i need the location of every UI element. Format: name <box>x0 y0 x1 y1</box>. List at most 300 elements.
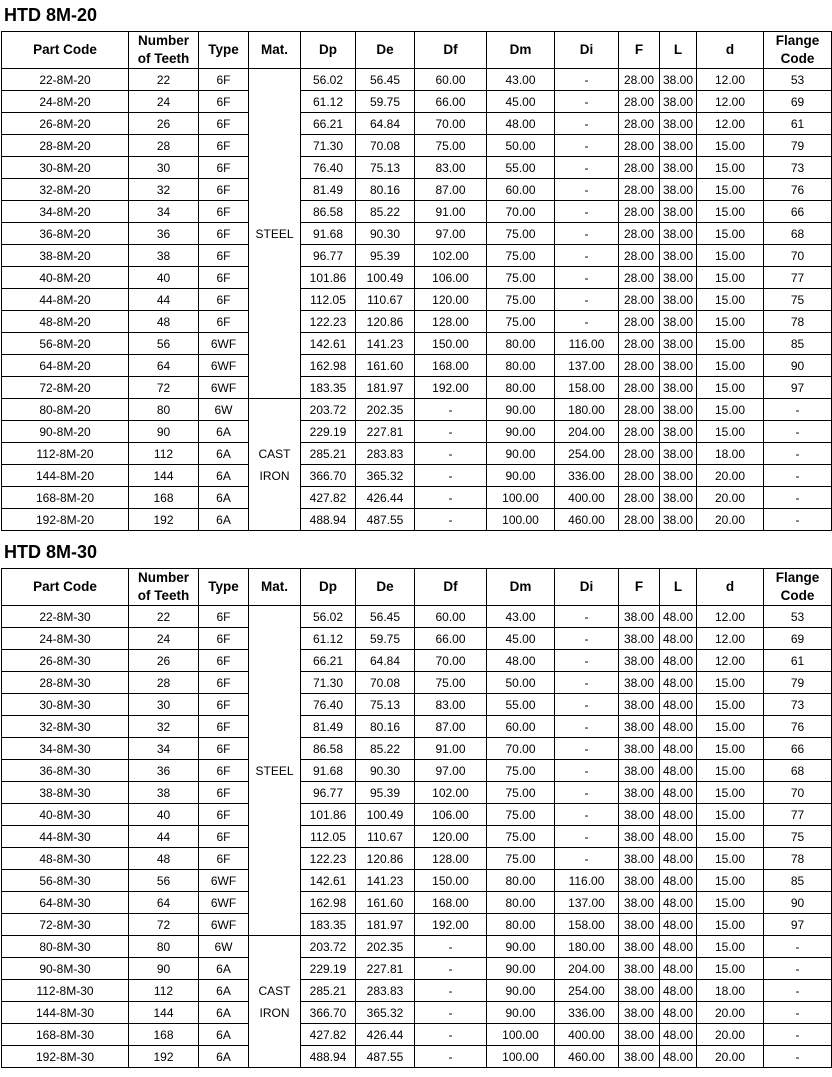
col-header-dm: Dm <box>487 569 555 606</box>
cell-di: 254.00 <box>555 980 619 1002</box>
cell-df: 150.00 <box>415 333 487 355</box>
cell-teeth: 22 <box>129 606 199 628</box>
cell-type: 6WF <box>199 377 249 399</box>
cell-di: - <box>555 267 619 289</box>
cell-teeth: 30 <box>129 694 199 716</box>
cell-d: 15.00 <box>697 333 764 355</box>
cell-de: 227.81 <box>356 421 415 443</box>
cell-part-code: 56-8M-20 <box>2 333 129 355</box>
cell-part-code: 38-8M-30 <box>2 782 129 804</box>
cell-material-cast-iron: CAST IRON <box>249 936 301 1068</box>
cell-l: 48.00 <box>660 1046 697 1068</box>
cell-dm: 48.00 <box>487 113 555 135</box>
cell-d: 15.00 <box>697 672 764 694</box>
cell-teeth: 56 <box>129 870 199 892</box>
cell-type: 6F <box>199 738 249 760</box>
cell-teeth: 168 <box>129 487 199 509</box>
cell-dm: 80.00 <box>487 333 555 355</box>
cell-de: 56.45 <box>356 69 415 91</box>
cell-dm: 100.00 <box>487 1046 555 1068</box>
cell-flange-code: 78 <box>764 848 832 870</box>
cell-dp: 76.40 <box>301 694 356 716</box>
cell-part-code: 30-8M-20 <box>2 157 129 179</box>
cell-de: 487.55 <box>356 1046 415 1068</box>
cell-type: 6WF <box>199 914 249 936</box>
section-title: HTD 8M-30 <box>4 542 98 562</box>
cell-de: 110.67 <box>356 826 415 848</box>
col-header-f: F <box>619 32 660 69</box>
cell-dp: 61.12 <box>301 91 356 113</box>
cell-type: 6F <box>199 245 249 267</box>
cell-dm: 75.00 <box>487 267 555 289</box>
cell-f: 28.00 <box>619 157 660 179</box>
cell-f: 38.00 <box>619 1046 660 1068</box>
table-row <box>2 509 832 531</box>
cell-teeth: 28 <box>129 135 199 157</box>
table-row <box>2 628 832 650</box>
table-row <box>2 804 832 826</box>
cell-type: 6F <box>199 223 249 245</box>
cell-f: 28.00 <box>619 289 660 311</box>
cell-df: - <box>415 421 487 443</box>
cell-teeth: 48 <box>129 848 199 870</box>
cell-teeth: 64 <box>129 355 199 377</box>
cell-flange-code: 79 <box>764 672 832 694</box>
cell-di: - <box>555 672 619 694</box>
cell-teeth: 144 <box>129 465 199 487</box>
cell-de: 426.44 <box>356 1024 415 1046</box>
table-row <box>2 1024 832 1046</box>
cell-flange-code: 53 <box>764 69 832 91</box>
cell-part-code: 144-8M-30 <box>2 1002 129 1024</box>
cell-teeth: 80 <box>129 936 199 958</box>
cell-dp: 76.40 <box>301 157 356 179</box>
cell-de: 426.44 <box>356 487 415 509</box>
cell-di: 460.00 <box>555 509 619 531</box>
cell-f: 38.00 <box>619 914 660 936</box>
cell-dm: 55.00 <box>487 157 555 179</box>
cell-df: 128.00 <box>415 848 487 870</box>
cell-f: 28.00 <box>619 487 660 509</box>
cell-f: 38.00 <box>619 738 660 760</box>
cell-d: 20.00 <box>697 1046 764 1068</box>
cell-de: 80.16 <box>356 179 415 201</box>
cell-df: 192.00 <box>415 377 487 399</box>
cell-part-code: 28-8M-20 <box>2 135 129 157</box>
table-row <box>2 465 832 487</box>
cell-dp: 162.98 <box>301 355 356 377</box>
cell-teeth: 40 <box>129 267 199 289</box>
cell-flange-code: 76 <box>764 716 832 738</box>
cell-flange-code: 79 <box>764 135 832 157</box>
cell-df: - <box>415 509 487 531</box>
cell-d: 15.00 <box>697 892 764 914</box>
cell-dm: 80.00 <box>487 870 555 892</box>
cell-f: 28.00 <box>619 399 660 421</box>
cell-df: 120.00 <box>415 826 487 848</box>
cell-material-steel: STEEL <box>249 69 301 399</box>
cell-f: 38.00 <box>619 892 660 914</box>
cell-type: 6A <box>199 1046 249 1068</box>
cell-l: 48.00 <box>660 694 697 716</box>
cell-flange-code: 68 <box>764 223 832 245</box>
table-row <box>2 716 832 738</box>
cell-dm: 90.00 <box>487 421 555 443</box>
cell-dp: 66.21 <box>301 650 356 672</box>
cell-dp: 81.49 <box>301 716 356 738</box>
table-row <box>2 606 832 628</box>
table-row <box>2 936 832 958</box>
cell-dp: 366.70 <box>301 465 356 487</box>
cell-de: 100.49 <box>356 267 415 289</box>
cell-dm: 60.00 <box>487 716 555 738</box>
cell-type: 6F <box>199 804 249 826</box>
cell-de: 64.84 <box>356 113 415 135</box>
cell-di: 180.00 <box>555 936 619 958</box>
cell-l: 38.00 <box>660 289 697 311</box>
col-header-di: Di <box>555 569 619 606</box>
spec-table <box>1 568 832 1068</box>
cell-dp: 488.94 <box>301 1046 356 1068</box>
cell-dp: 112.05 <box>301 826 356 848</box>
cell-dp: 285.21 <box>301 980 356 1002</box>
col-header-dm: Dm <box>487 32 555 69</box>
spec-table <box>1 31 832 531</box>
table-row <box>2 113 832 135</box>
cell-de: 120.86 <box>356 311 415 333</box>
cell-f: 38.00 <box>619 958 660 980</box>
cell-flange-code: 69 <box>764 91 832 113</box>
table-row <box>2 91 832 113</box>
cell-di: 158.00 <box>555 914 619 936</box>
cell-de: 85.22 <box>356 201 415 223</box>
cell-di: - <box>555 628 619 650</box>
cell-material-steel: STEEL <box>249 606 301 936</box>
cell-df: 75.00 <box>415 672 487 694</box>
cell-f: 28.00 <box>619 201 660 223</box>
cell-dp: 96.77 <box>301 782 356 804</box>
cell-dp: 142.61 <box>301 333 356 355</box>
cell-dp: 142.61 <box>301 870 356 892</box>
cell-de: 75.13 <box>356 694 415 716</box>
col-header-f: F <box>619 569 660 606</box>
header-row <box>2 569 832 606</box>
cell-f: 38.00 <box>619 826 660 848</box>
cell-type: 6F <box>199 848 249 870</box>
table-row <box>2 333 832 355</box>
cell-teeth: 168 <box>129 1024 199 1046</box>
col-header-d: d <box>697 569 764 606</box>
cell-di: 158.00 <box>555 377 619 399</box>
cell-l: 48.00 <box>660 782 697 804</box>
cell-dp: 285.21 <box>301 443 356 465</box>
cell-type: 6A <box>199 1024 249 1046</box>
cell-df: - <box>415 487 487 509</box>
table-row <box>2 355 832 377</box>
cell-di: 400.00 <box>555 1024 619 1046</box>
cell-part-code: 26-8M-30 <box>2 650 129 672</box>
cell-part-code: 56-8M-30 <box>2 870 129 892</box>
cell-flange-code: 66 <box>764 738 832 760</box>
cell-part-code: 44-8M-30 <box>2 826 129 848</box>
cell-teeth: 72 <box>129 377 199 399</box>
cell-part-code: 30-8M-30 <box>2 694 129 716</box>
cell-di: - <box>555 848 619 870</box>
cell-teeth: 144 <box>129 1002 199 1024</box>
cell-di: - <box>555 113 619 135</box>
cell-di: 116.00 <box>555 333 619 355</box>
cell-teeth: 44 <box>129 289 199 311</box>
cell-di: - <box>555 245 619 267</box>
cell-part-code: 48-8M-30 <box>2 848 129 870</box>
cell-l: 48.00 <box>660 892 697 914</box>
cell-dp: 488.94 <box>301 509 356 531</box>
cell-flange-code: 70 <box>764 245 832 267</box>
cell-d: 15.00 <box>697 914 764 936</box>
cell-flange-code: 90 <box>764 892 832 914</box>
cell-de: 141.23 <box>356 870 415 892</box>
cell-part-code: 36-8M-20 <box>2 223 129 245</box>
cell-di: 116.00 <box>555 870 619 892</box>
cell-l: 38.00 <box>660 267 697 289</box>
cell-f: 38.00 <box>619 804 660 826</box>
cell-flange-code: - <box>764 399 832 421</box>
cell-df: 66.00 <box>415 628 487 650</box>
cell-dm: 75.00 <box>487 245 555 267</box>
cell-di: - <box>555 760 619 782</box>
cell-part-code: 90-8M-30 <box>2 958 129 980</box>
cell-l: 38.00 <box>660 399 697 421</box>
col-header-material: Mat. <box>249 569 301 606</box>
cell-flange-code: 61 <box>764 650 832 672</box>
cell-dp: 203.72 <box>301 399 356 421</box>
cell-df: 106.00 <box>415 267 487 289</box>
table-row <box>2 69 832 91</box>
cell-di: - <box>555 826 619 848</box>
table-row <box>2 421 832 443</box>
cell-d: 15.00 <box>697 958 764 980</box>
cell-teeth: 26 <box>129 113 199 135</box>
cell-d: 12.00 <box>697 628 764 650</box>
cell-part-code: 48-8M-20 <box>2 311 129 333</box>
cell-d: 12.00 <box>697 69 764 91</box>
cell-df: 150.00 <box>415 870 487 892</box>
cell-d: 15.00 <box>697 826 764 848</box>
cell-f: 28.00 <box>619 421 660 443</box>
cell-df: 75.00 <box>415 135 487 157</box>
cell-type: 6F <box>199 69 249 91</box>
cell-dm: 50.00 <box>487 672 555 694</box>
cell-f: 28.00 <box>619 113 660 135</box>
table-row <box>2 958 832 980</box>
cell-di: - <box>555 201 619 223</box>
cell-l: 38.00 <box>660 157 697 179</box>
cell-de: 59.75 <box>356 628 415 650</box>
cell-l: 38.00 <box>660 311 697 333</box>
cell-teeth: 48 <box>129 311 199 333</box>
table-row <box>2 377 832 399</box>
cell-dp: 427.82 <box>301 487 356 509</box>
cell-d: 15.00 <box>697 245 764 267</box>
cell-f: 28.00 <box>619 69 660 91</box>
cell-dm: 80.00 <box>487 355 555 377</box>
cell-f: 38.00 <box>619 1024 660 1046</box>
cell-dm: 70.00 <box>487 738 555 760</box>
cell-de: 202.35 <box>356 936 415 958</box>
cell-d: 20.00 <box>697 509 764 531</box>
cell-teeth: 36 <box>129 223 199 245</box>
cell-d: 12.00 <box>697 650 764 672</box>
cell-de: 95.39 <box>356 782 415 804</box>
cell-teeth: 112 <box>129 980 199 1002</box>
cell-dm: 90.00 <box>487 465 555 487</box>
cell-dp: 183.35 <box>301 914 356 936</box>
cell-part-code: 112-8M-30 <box>2 980 129 1002</box>
cell-l: 48.00 <box>660 870 697 892</box>
section-title: HTD 8M-20 <box>4 5 98 25</box>
cell-di: - <box>555 782 619 804</box>
cell-teeth: 44 <box>129 826 199 848</box>
cell-l: 48.00 <box>660 914 697 936</box>
cell-flange-code: 66 <box>764 201 832 223</box>
cell-di: 460.00 <box>555 1046 619 1068</box>
cell-d: 15.00 <box>697 157 764 179</box>
cell-d: 15.00 <box>697 399 764 421</box>
cell-dm: 50.00 <box>487 135 555 157</box>
cell-de: 283.83 <box>356 443 415 465</box>
cell-de: 85.22 <box>356 738 415 760</box>
cell-l: 38.00 <box>660 509 697 531</box>
cell-teeth: 36 <box>129 760 199 782</box>
cell-teeth: 40 <box>129 804 199 826</box>
cell-d: 20.00 <box>697 465 764 487</box>
cell-type: 6WF <box>199 892 249 914</box>
cell-f: 28.00 <box>619 91 660 113</box>
cell-dm: 75.00 <box>487 782 555 804</box>
cell-f: 38.00 <box>619 760 660 782</box>
cell-flange-code: 97 <box>764 914 832 936</box>
cell-teeth: 80 <box>129 399 199 421</box>
cell-df: 60.00 <box>415 606 487 628</box>
cell-flange-code: - <box>764 465 832 487</box>
cell-di: 204.00 <box>555 421 619 443</box>
cell-type: 6F <box>199 760 249 782</box>
cell-flange-code: 75 <box>764 289 832 311</box>
cell-teeth: 26 <box>129 650 199 672</box>
cell-l: 38.00 <box>660 245 697 267</box>
cell-dp: 203.72 <box>301 936 356 958</box>
table-row <box>2 892 832 914</box>
cell-type: 6W <box>199 399 249 421</box>
cell-part-code: 40-8M-30 <box>2 804 129 826</box>
cell-di: - <box>555 716 619 738</box>
cell-type: 6A <box>199 465 249 487</box>
cell-l: 38.00 <box>660 421 697 443</box>
cell-dm: 80.00 <box>487 892 555 914</box>
cell-part-code: 32-8M-30 <box>2 716 129 738</box>
table-row <box>2 245 832 267</box>
cell-d: 15.00 <box>697 223 764 245</box>
cell-flange-code: 77 <box>764 804 832 826</box>
cell-type: 6F <box>199 289 249 311</box>
cell-part-code: 168-8M-30 <box>2 1024 129 1046</box>
cell-dp: 427.82 <box>301 1024 356 1046</box>
cell-dm: 90.00 <box>487 443 555 465</box>
cell-l: 48.00 <box>660 1024 697 1046</box>
cell-dm: 43.00 <box>487 69 555 91</box>
cell-de: 70.08 <box>356 135 415 157</box>
cell-f: 28.00 <box>619 223 660 245</box>
cell-part-code: 168-8M-20 <box>2 487 129 509</box>
cell-l: 38.00 <box>660 201 697 223</box>
cell-l: 48.00 <box>660 826 697 848</box>
cell-type: 6A <box>199 443 249 465</box>
cell-dp: 183.35 <box>301 377 356 399</box>
cell-di: 336.00 <box>555 1002 619 1024</box>
cell-f: 28.00 <box>619 333 660 355</box>
cell-dm: 70.00 <box>487 201 555 223</box>
col-header-part-code: Part Code <box>2 32 129 69</box>
cell-d: 15.00 <box>697 267 764 289</box>
cell-part-code: 72-8M-20 <box>2 377 129 399</box>
cell-dm: 90.00 <box>487 980 555 1002</box>
cell-dp: 229.19 <box>301 958 356 980</box>
cell-type: 6F <box>199 826 249 848</box>
cell-dm: 75.00 <box>487 760 555 782</box>
cell-df: 192.00 <box>415 914 487 936</box>
table-row <box>2 289 832 311</box>
table-row <box>2 157 832 179</box>
cell-d: 15.00 <box>697 738 764 760</box>
cell-material-cast-iron: CAST IRON <box>249 399 301 531</box>
cell-de: 110.67 <box>356 289 415 311</box>
cell-dm: 75.00 <box>487 804 555 826</box>
cell-df: - <box>415 958 487 980</box>
cell-dm: 90.00 <box>487 399 555 421</box>
cell-part-code: 80-8M-20 <box>2 399 129 421</box>
cell-l: 38.00 <box>660 91 697 113</box>
cell-part-code: 28-8M-30 <box>2 672 129 694</box>
cell-dp: 91.68 <box>301 223 356 245</box>
cell-l: 48.00 <box>660 980 697 1002</box>
col-header-l: L <box>660 569 697 606</box>
section-htd-8m-20 <box>0 0 832 531</box>
cell-dm: 75.00 <box>487 826 555 848</box>
col-header-de: De <box>356 32 415 69</box>
cell-f: 28.00 <box>619 443 660 465</box>
cell-f: 28.00 <box>619 355 660 377</box>
cell-flange-code: 69 <box>764 628 832 650</box>
cell-teeth: 30 <box>129 157 199 179</box>
cell-d: 15.00 <box>697 760 764 782</box>
table-row <box>2 311 832 333</box>
table-row <box>2 179 832 201</box>
cell-d: 15.00 <box>697 782 764 804</box>
cell-de: 120.86 <box>356 848 415 870</box>
cell-part-code: 26-8M-20 <box>2 113 129 135</box>
cell-dp: 122.23 <box>301 848 356 870</box>
cell-di: - <box>555 135 619 157</box>
cell-df: - <box>415 399 487 421</box>
cell-flange-code: - <box>764 443 832 465</box>
cell-d: 15.00 <box>697 716 764 738</box>
cell-f: 38.00 <box>619 936 660 958</box>
cell-flange-code: 53 <box>764 606 832 628</box>
cell-f: 38.00 <box>619 694 660 716</box>
cell-l: 38.00 <box>660 113 697 135</box>
cell-type: 6F <box>199 311 249 333</box>
cell-df: 168.00 <box>415 355 487 377</box>
